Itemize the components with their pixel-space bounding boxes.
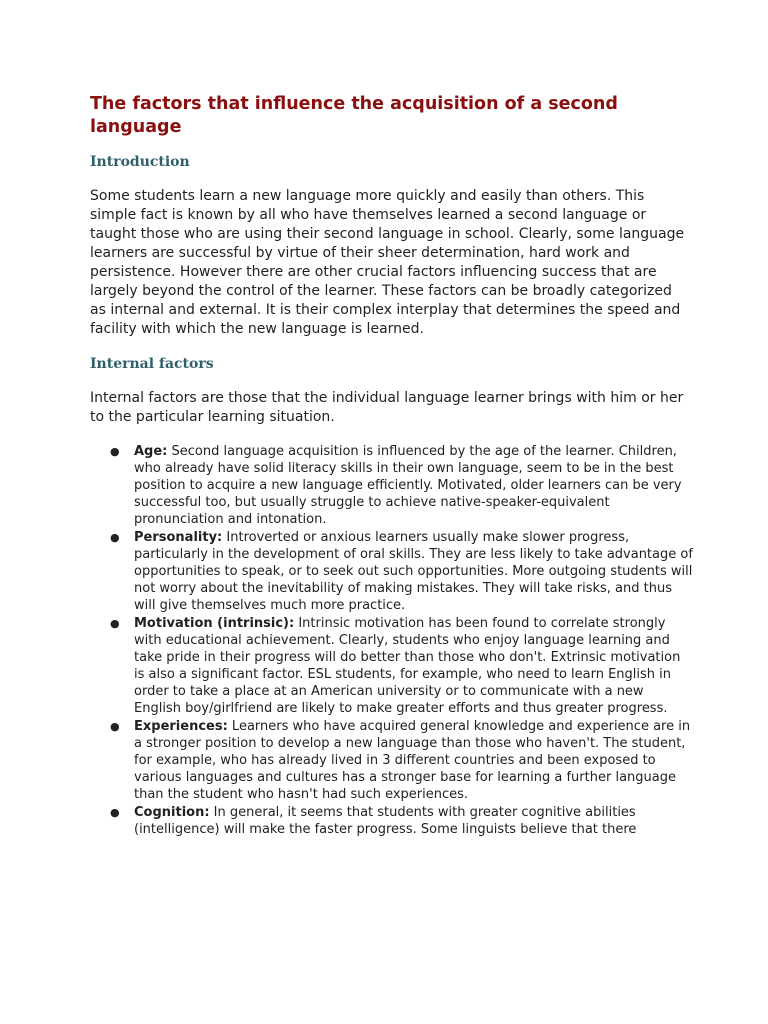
bullet-icon: ● <box>110 806 120 819</box>
list-item-term: Experiences: <box>134 719 228 734</box>
list-item-text: Intrinsic motivation has been found to correlate strongly with educational achievement. Clearly, students who enjoy language learning and take pride in their progress will do better than those who don't. Extrinsic motivation is also a significant factor. ESL students, for example, who need to learn English in order to take a place at an American university or to communicate with a new English boy/girlfriend are likely to make greater efforts and thus greater progress. <box>134 616 681 716</box>
bullet-icon: ● <box>110 445 120 458</box>
bullet-icon: ● <box>110 617 120 630</box>
list-item-term: Personality: <box>134 530 223 545</box>
page-title: The factors that influence the acquisition of a second language <box>90 94 618 137</box>
list-item-term: Cognition: <box>134 805 210 820</box>
internal-factors-heading: Internal factors <box>90 356 214 372</box>
list-item-text: Second language acquisition is influenced by the age of the learner. Children, who already have solid literacy skills in their own language, seem to be in the best position to acquire a new language efficiently. Motivated, older learners can be very successful too, but usually struggle to achieve native-speaker-equivalent pronunciation and intonation. <box>134 444 682 527</box>
list-item-motivation <box>110 615 694 717</box>
list-item-text: Learners who have acquired general knowledge and experience are in a stronger position to develop a new language than those who haven't. The student, for example, who has already lived in 3 different countries and been exposed to various languages and cultures has a stronger base for learning a further language than the student who hasn't had such experiences. <box>134 719 691 802</box>
list-item-term: Age: <box>134 444 168 459</box>
list-item-cognition <box>110 804 694 838</box>
list-item-term: Motivation (intrinsic): <box>134 616 295 631</box>
introduction-heading: Introduction <box>90 154 190 170</box>
list-item-age <box>110 443 694 528</box>
list-item-text: In general, it seems that students with greater cognitive abilities (intelligence) will make the faster progress. Some linguists believe that there <box>134 805 637 837</box>
internal-factors-list <box>90 443 694 838</box>
list-item-personality <box>110 529 694 614</box>
bullet-icon: ● <box>110 531 120 544</box>
list-item-experiences <box>110 718 694 803</box>
bullet-icon: ● <box>110 720 120 733</box>
internal-factors-paragraph: Internal factors are those that the individual language learner brings with him or her to the particular learning situation. <box>90 390 684 425</box>
introduction-paragraph: Some students learn a new language more quickly and easily than others. This simple fact is known by all who have themselves learned a second language or taught those who are using their second language in school. Clearly, some language learners are successful by virtue of their sheer determination, hard work and persistence. However there are other crucial factors influencing success that are largely beyond the control of the learner. These factors can be broadly categorized as internal and external. It is their complex interplay that determines the speed and facility with which the new language is learned. <box>90 188 685 337</box>
document-page <box>90 93 693 839</box>
list-item-text: Introverted or anxious learners usually make slower progress, particularly in the development of oral skills. They are less likely to take advantage of opportunities to speak, or to seek out such opportunities. More outgoing students will not worry about the inevitability of making mistakes. They will take risks, and thus will give themselves much more practice. <box>134 530 693 613</box>
